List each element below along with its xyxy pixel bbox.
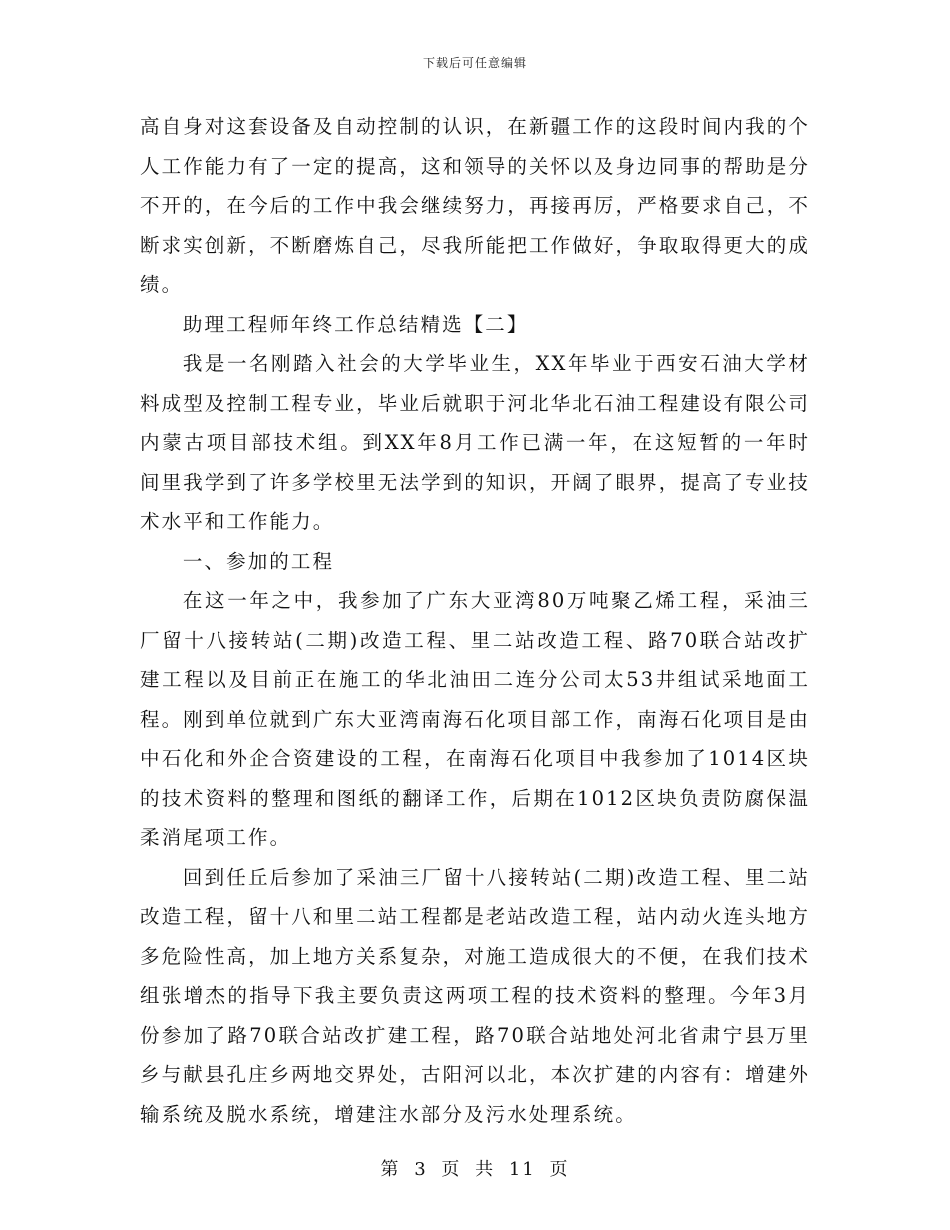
paragraph-intro: 我是一名刚踏入社会的大学毕业生，XX年毕业于西安石油大学材料成型及控制工程专业，毕业后就职于河北华北石油工程建设有限公司内蒙古项目部技术组。到XX年8月工作已满一年，在这短暂的一年时间里我学到了许多学校里无法学到的知识，开阔了眼界，提高了专业技术水平和工作能力。: [140, 352, 810, 533]
subsection-heading: 一、参加的工程: [182, 549, 335, 573]
paragraph-continuation: 高自身对这套设备及自动控制的认识，在新疆工作的这段时间内我的个人工作能力有了一定的提高，这和领导的关怀以及身边同事的帮助是分不开的，在今后的工作中我会继续努力，再接再厉，严格要求自己，不断求实创新，不断磨炼自己，尽我所能把工作做好，争取取得更大的成绩。: [140, 115, 810, 296]
section-heading: 助理工程师年终工作总结精选【二】: [182, 312, 529, 336]
paragraph-renqiu: 回到任丘后参加了采油三厂留十八接转站(二期)改造工程、里二站改造工程，留十八和里二站工程都是老站改造工程，站内动火连头地方多危险性高，加上地方关系复杂，对施工造成很大的不便，在我们技术组张增杰的指导下我主要负责这两项工程的技术资料的整理。今年3月份参加了路70联合站改扩建工程，路70联合站地处河北省肃宁县万里乡与献县孔庄乡两地交界处，古阳河以北，本次扩建的内容有：增建外输系统及脱水系统，增建注水部分及污水处理系统。: [140, 865, 810, 1126]
paragraph-projects: 在这一年之中，我参加了广东大亚湾80万吨聚乙烯工程，采油三厂留十八接转站(二期)改造工程、里二站改造工程、路70联合站改扩建工程以及目前正在施工的华北油田二连分公司太53井组试采地面工程。刚到单位就到广东大亚湾南海石化项目部工作，南海石化项目是由中石化和外企合资建设的工程，在南海石化项目中我参加了1014区块的技术资料的整理和图纸的翻译工作，后期在1012区块负责防腐保温柔消尾项工作。: [140, 589, 810, 849]
page-footer: 第 3 页 共 11 页: [380, 1159, 570, 1180]
page-header: 下载后可任意编辑: [422, 56, 527, 70]
document-body: [140, 107, 810, 1134]
